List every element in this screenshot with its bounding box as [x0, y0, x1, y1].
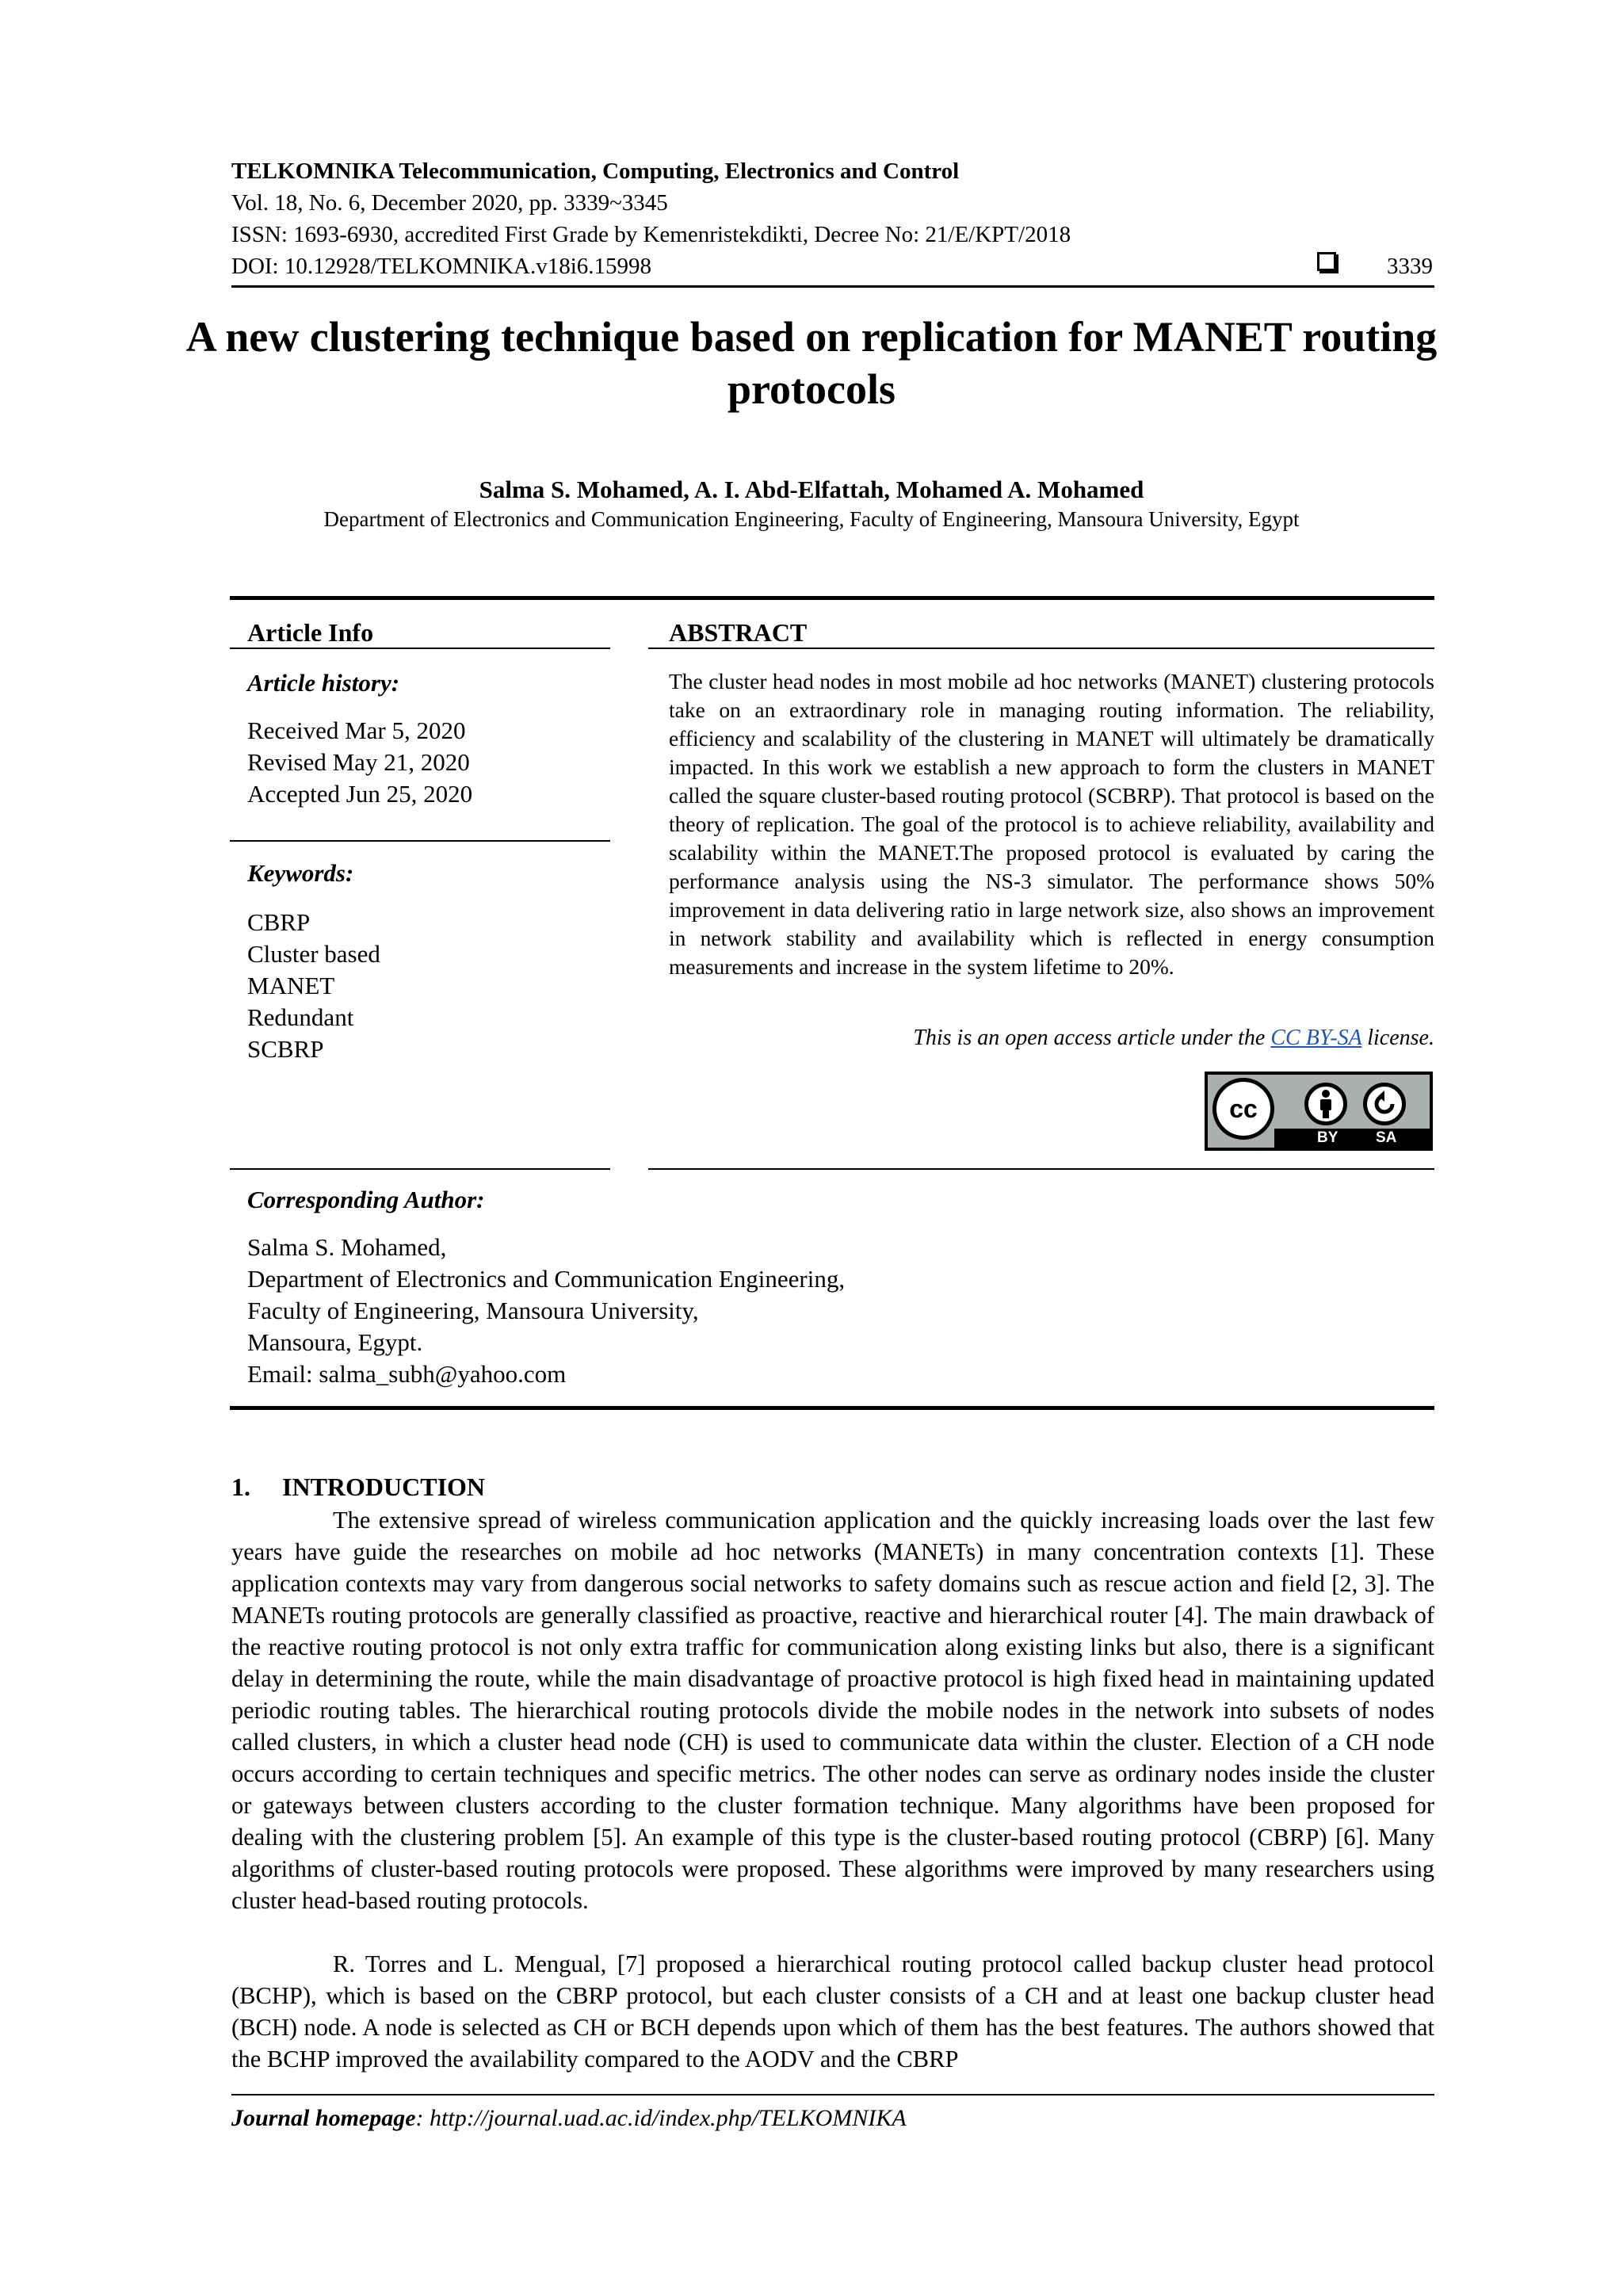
article-info-heading: Article Info: [247, 618, 374, 647]
share-alike-icon: [1363, 1083, 1406, 1125]
cc-logo-icon: cc: [1212, 1078, 1274, 1140]
cc-by-sa-badge: [1205, 1072, 1433, 1151]
received-date: Received Mar 5, 2020: [247, 716, 466, 744]
journal-name: TELKOMNIKA Telecommunication, Computing, Electronics and Control: [231, 159, 960, 184]
affiliation: Department of Electronics and Communication Engineering, Faculty of Engineering, Mansoura University, Egypt: [323, 507, 1300, 531]
badge-by-label: BY: [1317, 1129, 1338, 1146]
revised-date: Revised May 21, 2020: [247, 748, 470, 776]
license-prefix: This is an open access article under the: [913, 1026, 1271, 1050]
license-link[interactable]: CC BY-SA: [1270, 1026, 1362, 1050]
corresponding-line: Faculty of Engineering, Mansoura University,: [247, 1297, 699, 1324]
footer-rule: [231, 2094, 1434, 2095]
share-alike-arrow-icon: [1370, 1090, 1399, 1118]
abstract-heading: ABSTRACT: [669, 618, 808, 647]
license-suffix: license.: [1361, 1026, 1434, 1050]
journal-homepage: [231, 2105, 907, 2132]
keywords-divider: [230, 1168, 610, 1170]
history-divider: [230, 840, 610, 842]
info-top-rule: [230, 596, 1434, 600]
license-statement: [913, 1026, 1434, 1051]
badge-label-band: [1274, 1129, 1430, 1148]
corresponding-line: Salma S. Mohamed,: [247, 1233, 447, 1261]
volume-info: Vol. 18, No. 6, December 2020, pp. 3339~3345: [231, 190, 668, 216]
abstract-bottom-rule: [648, 1168, 1434, 1170]
introduction-paragraph-2: R. Torres and L. Mengual, [7] proposed a hierarchical routing protocol called backup cluster head protocol (BCHP), which is based on the CBRP protocol, but each cluster consists of a CH and at least one backup cluster head (BCH) node. A node is selected as CH or BCH depends upon which of them has the best features. The authors showed that the BCHP improved the availability compared to the AODV and the CBRP: [231, 1950, 1434, 2073]
corresponding-line: Mansoura, Egypt.: [247, 1328, 423, 1356]
attribution-person-icon: [1304, 1083, 1347, 1125]
badge-sa-label: SA: [1376, 1129, 1397, 1146]
article-history-heading: Article history:: [247, 669, 400, 697]
header-rule: [231, 285, 1434, 288]
abstract-text: The cluster head nodes in most mobile ad hoc networks (MANET) clustering protocols take on an extraordinary role in managing routing information. The reliability, efficiency and scalability of the clustering in MANET will ultimately be dramatically impacted. In this work we establish a new approach to form the clusters in MANET called the square cluster-based routing protocol (SCBRP). That protocol is based on the theory of replication. The goal of the protocol is to achieve reliability, availability and scalability within the MANET.The proposed protocol is evaluated by caring the performance analysis using the NS-3 simulator. The performance shows 50% improvement in data delivering ratio in large network size, also shows an improvement in network stability and availability which is reflected in energy consumption measurements and increase in the system lifetime to 20%.: [669, 669, 1434, 979]
article-info-underline: [230, 648, 610, 649]
checkbox-icon: [1317, 252, 1336, 271]
corresponding-author-heading: Corresponding Author:: [247, 1186, 485, 1213]
authors: Salma S. Mohamed, A. I. Abd-Elfattah, Mohamed A. Mohamed: [479, 476, 1144, 503]
keyword-item: CBRP: [247, 908, 311, 936]
abstract-underline: [648, 648, 1434, 649]
person-icon: [1314, 1089, 1338, 1119]
keywords-heading: Keywords:: [247, 859, 354, 887]
corresponding-email: Email: salma_subh@yahoo.com: [247, 1360, 567, 1388]
keyword-item: MANET: [247, 972, 335, 999]
page-number: 3339: [1387, 254, 1433, 279]
issn-info: ISSN: 1693-6930, accredited First Grade by Kemenristekdikti, Decree No: 21/E/KPT/2018: [231, 222, 1071, 247]
accepted-date: Accepted Jun 25, 2020: [247, 780, 473, 808]
introduction-heading: 1. INTRODUCTION: [231, 1473, 486, 1501]
corresponding-line: Department of Electronics and Communication Engineering,: [247, 1265, 846, 1293]
introduction-paragraph-1: The extensive spread of wireless communication application and the quickly increasing loads over the last few years have guide the researches on mobile ad hoc networks (MANETs) in many concentration contexts [1]. These application contexts may vary from dangerous social networks to safety domains such as rescue action and field [2, 3]. The MANETs routing protocols are generally classified as proactive, reactive and hierarchical router [4]. The main drawback of the reactive routing protocol is not only extra traffic for communication along existing links but also, there is a significant delay in determining the route, while the main disadvantage of proactive protocol is high fixed head in maintaining updated periodic routing tables. The hierarchical routing protocols divide the mobile nodes in the network into subsets of nodes called clusters, in which a cluster head node (CH) is used to communicate data within the cluster. Election of a CH node occurs according to certain techniques and specific metrics. The other nodes can serve as ordinary nodes inside the cluster or gateways between clusters according to the cluster formation technique. Many algorithms have been proposed for dealing with the clustering problem [5]. An example of this type is the cluster-based routing protocol (CBRP) [6]. Many algorithms of cluster-based routing protocols were proposed. These algorithms were improved by many researchers using cluster head-based routing protocols.: [231, 1507, 1434, 1914]
keyword-item: Redundant: [247, 1003, 354, 1031]
page-title: A new clustering technique based on replication for MANET routing protocols: [185, 313, 1438, 413]
homepage-url: : http://journal.uad.ac.id/index.php/TELKOMNIKA: [415, 2105, 907, 2131]
keyword-item: Cluster based: [247, 940, 380, 968]
info-bottom-rule: [230, 1406, 1434, 1410]
doi-info: DOI: 10.12928/TELKOMNIKA.v18i6.15998: [231, 254, 652, 279]
keyword-item: SCBRP: [247, 1035, 324, 1063]
homepage-label: Journal homepage: [231, 2105, 416, 2131]
